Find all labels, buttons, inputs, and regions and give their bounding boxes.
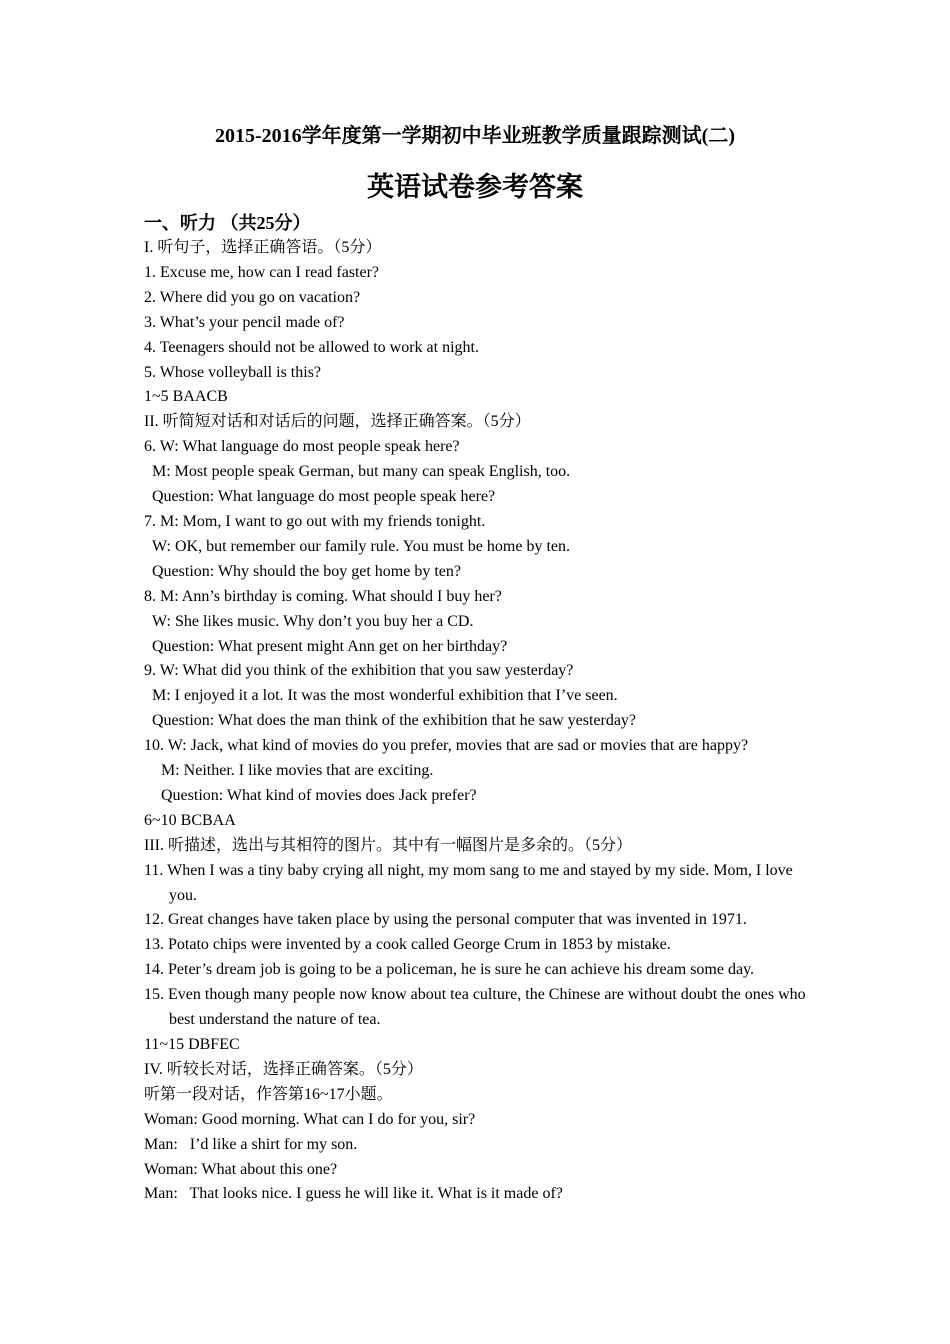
dialogue-line: 6. W: What language do most people speak here? — [144, 438, 460, 456]
dialogue-line: 9. W: What did you think of the exhibition that you saw yesterday? — [144, 662, 574, 680]
dialogue-line: M: I enjoyed it a lot. It was the most wonderful exhibition that I’ve seen. — [152, 687, 618, 705]
dialogue-line: Man: I’d like a shirt for my son. — [144, 1135, 358, 1153]
part-heading: I. 听句子，选择正确答语。（5分） — [144, 239, 382, 256]
dialogue-question: Question: Why should the boy get home by ten? — [152, 562, 461, 580]
dialogue-line: 10. W: Jack, what kind of movies do you prefer, movies that are sad or movies that are happy? — [144, 737, 749, 755]
list-item: 2. Where did you go on vacation? — [144, 288, 361, 306]
answer-key: 6~10 BCBAA — [144, 811, 236, 829]
document-subtitle: 英语试卷参考答案 — [367, 172, 583, 202]
list-item: 15. Even though many people now know about tea culture, the Chinese are without doubt the ones who best understand the nature of tea. — [144, 986, 806, 1029]
document-body — [144, 210, 824, 1207]
section-heading-listening: 一、听力 （共25分） — [144, 213, 311, 233]
dialogue-question: Question: What kind of movies does Jack prefer? — [161, 786, 477, 804]
dialogue-line: M: Neither. I like movies that are exciting. — [161, 762, 434, 780]
dialogue-question: Question: What present might Ann get on her birthday? — [152, 637, 508, 655]
list-item: 1. Excuse me, how can I read faster? — [144, 263, 379, 281]
list-item: 3. What’s your pencil made of? — [144, 313, 345, 331]
list-item: 11. When I was a tiny baby crying all night, my mom sang to me and stayed by my side. Mom, I love you. — [144, 861, 793, 904]
dialogue-question: Question: What does the man think of the exhibition that he saw yesterday? — [152, 712, 637, 730]
part-heading: II. 听简短对话和对话后的问题，选择正确答案。（5分） — [144, 413, 531, 431]
answer-key: 1~5 BAACB — [144, 388, 228, 406]
dialogue-line: Woman: Good morning. What can I do for you, sir? — [144, 1110, 476, 1128]
list-item: 13. Potato chips were invented by a cook called George Crum in 1853 by mistake. — [144, 936, 671, 954]
dialogue-line: W: She likes music. Why don’t you buy her a CD. — [152, 612, 474, 630]
sub-heading: 听第一段对话，作答第16~17小题。 — [144, 1085, 393, 1103]
dialogue-line: W: OK, but remember our family rule. You must be home by ten. — [152, 537, 570, 555]
list-item: 5. Whose volleyball is this? — [144, 363, 322, 381]
dialogue-line: 8. M: Ann’s birthday is coming. What should I buy her? — [144, 587, 502, 605]
part-heading: III. 听描述，选出与其相符的图片。其中有一幅图片是多余的。（5分） — [144, 836, 632, 854]
list-item: 14. Peter’s dream job is going to be a policeman, he is sure he can achieve his dream some day. — [144, 961, 755, 979]
dialogue-line: 7. M: Mom, I want to go out with my friends tonight. — [144, 512, 486, 530]
dialogue-line: M: Most people speak German, but many can speak English, too. — [152, 463, 571, 481]
dialogue-line: Woman: What about this one? — [144, 1160, 338, 1178]
dialogue-question: Question: What language do most people speak here? — [152, 488, 496, 506]
document-title: 2015-2016学年度第一学期初中毕业班教学质量跟踪测试(二) — [215, 125, 735, 147]
part-heading: IV. 听较长对话，选择正确答案。（5分） — [144, 1060, 423, 1078]
list-item: 4. Teenagers should not be allowed to work at night. — [144, 338, 479, 356]
answer-key: 11~15 DBFEC — [144, 1036, 240, 1053]
dialogue-line: Man: That looks nice. I guess he will like it. What is it made of? — [144, 1185, 563, 1203]
list-item: 12. Great changes have taken place by using the personal computer that was invented in 1971. — [144, 911, 747, 929]
